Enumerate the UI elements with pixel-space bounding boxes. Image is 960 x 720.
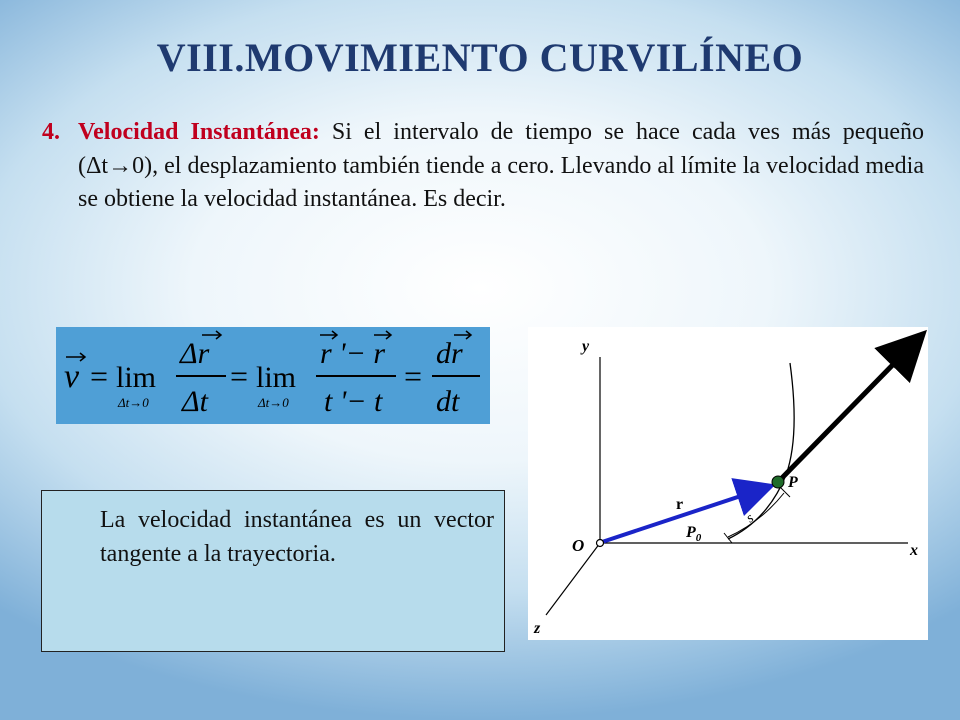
origin-label: O [572, 536, 585, 555]
point-p [772, 476, 784, 488]
formula-num2: r '− r [320, 337, 386, 370]
item-body [78, 116, 924, 217]
formula-lim2: lim [256, 361, 297, 394]
note-text: La velocidad instantánea es un vector tangente a la trayectoria. [100, 507, 494, 567]
axis-x-label: x [910, 542, 918, 559]
note-box [41, 490, 505, 652]
formula-svg [56, 327, 490, 424]
formula-sub2: Δt→0 [258, 395, 289, 410]
formula-lim1: lim [116, 361, 157, 394]
formula-eq1: = [90, 358, 109, 394]
item-paragraph [42, 116, 924, 217]
diagram-svg [528, 327, 928, 640]
formula-num3: dr [436, 337, 463, 370]
origin-point [597, 540, 604, 547]
velocity-vector [778, 337, 920, 482]
velocity-formula [56, 327, 490, 424]
slide-title: VIII.MOVIMIENTO CURVILÍNEO [156, 35, 804, 80]
axis-y-label: y [582, 338, 590, 355]
velocity-diagram [528, 327, 928, 640]
item-lead: Velocidad Instantánea: [78, 119, 320, 145]
axis-z-label: z [534, 620, 541, 637]
point-p-label: P [788, 474, 798, 491]
vec-r-label: r [676, 496, 684, 513]
item-number: 4. [42, 119, 60, 145]
vec-v-label: v [906, 345, 914, 361]
item-text: Si el intervalo de tiempo se hace cada ves más pequeño (Δt→0), el desplazamiento también tiende a cero. Llevando al límite la velocidad media se obtiene la velocidad instantánea. Es decir. [78, 119, 924, 212]
arc-s [728, 493, 784, 537]
formula-v: v [64, 358, 80, 395]
trajectory-curve [728, 363, 794, 539]
formula-den3: dt [436, 385, 460, 418]
formula-den1: Δt [182, 385, 208, 418]
formula-num1: Δr [180, 337, 210, 370]
formula-eq3: = [404, 358, 423, 394]
formula-eq2: = [230, 358, 249, 394]
point-p0-label: $P_0$ [686, 524, 702, 544]
formula-den2: t '− t [324, 385, 383, 418]
formula-sub1: Δt→0 [118, 395, 149, 410]
arc-s-label: s [743, 510, 757, 527]
